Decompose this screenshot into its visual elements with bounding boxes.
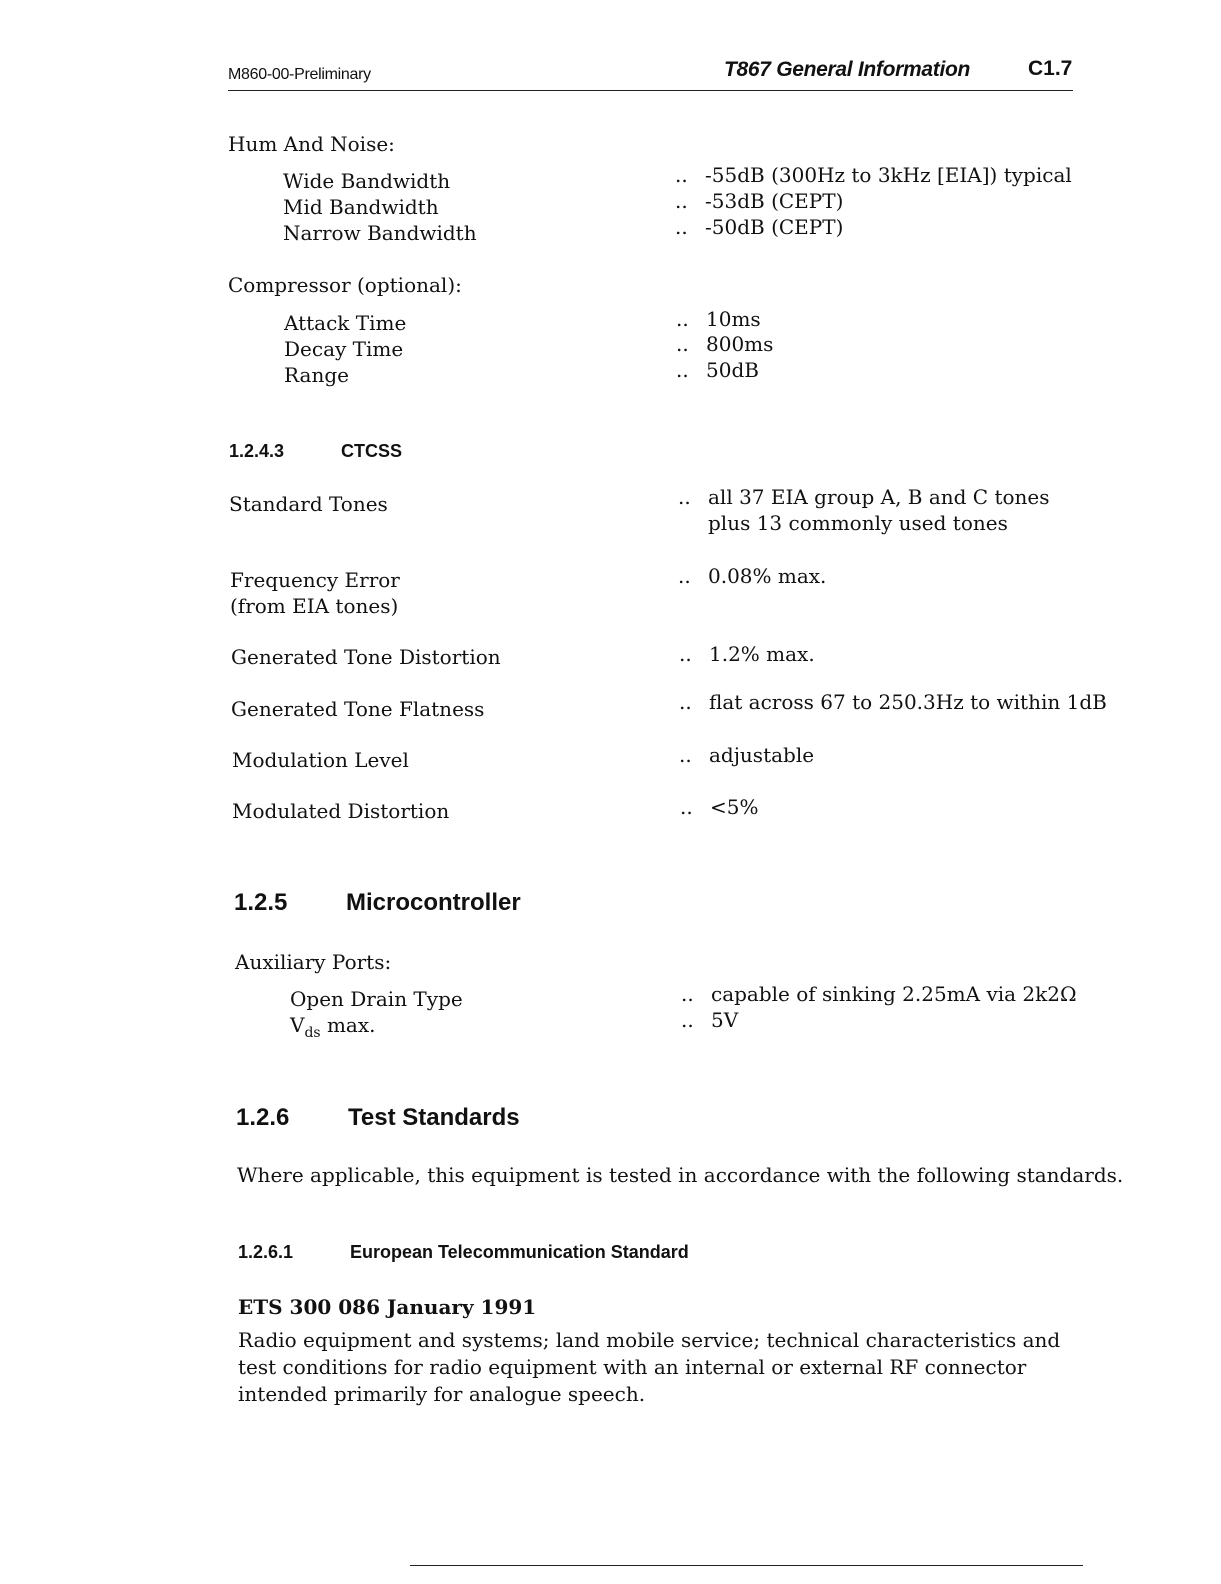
spec-value-continued: plus 13 commonly used tones xyxy=(708,511,1008,535)
spec-label: Frequency Error xyxy=(230,568,400,592)
spec-value: .. 5V xyxy=(711,1007,738,1033)
footer-rule xyxy=(410,1565,1083,1566)
compressor-heading: Compressor (optional): xyxy=(228,273,462,297)
document-id: M860-00-Preliminary xyxy=(228,66,371,83)
subsection-title: CTCSS xyxy=(341,441,403,461)
section-number: 1.2.5 xyxy=(234,889,288,916)
standard-title: ETS 300 086 January 1991 xyxy=(238,1295,537,1319)
spec-label: Open Drain Type xyxy=(290,987,463,1011)
spec-value: .. -50dB (CEPT) xyxy=(705,214,843,240)
standard-description: Radio equipment and systems; land mobile service; technical characteristics and test conditions for radio equipment with an internal or external RF connector intended primarily for analogue speech. xyxy=(238,1328,1061,1406)
section-title: Test Standards xyxy=(348,1104,520,1131)
spec-value: .. adjustable xyxy=(709,742,814,768)
spec-value: .. <5% xyxy=(710,794,759,820)
spec-value: .. 1.2% max. xyxy=(709,641,815,667)
subsection-number: 1.2.4.3 xyxy=(229,441,285,461)
subsection-title: European Telecommunication Standard xyxy=(350,1242,689,1262)
header-title: T867 General Information xyxy=(724,58,971,81)
spec-label: $V_{ds}$ max. xyxy=(290,1013,376,1041)
spec-label: Mid Bandwidth xyxy=(283,195,439,219)
spec-value: .. -55dB (300Hz to 3kHz [EIA]) typical xyxy=(705,162,1072,188)
spec-value: .. -53dB (CEPT) xyxy=(705,188,843,214)
spec-value: .. 800ms xyxy=(706,331,773,357)
spec-value: .. 10ms xyxy=(706,306,761,332)
hum-noise-heading: Hum And Noise: xyxy=(228,132,395,156)
spec-value: .. flat across 67 to 250.3Hz to within 1dB xyxy=(709,689,1107,715)
spec-label: Generated Tone Distortion xyxy=(231,645,501,669)
page-number: C1.7 xyxy=(1028,57,1073,80)
spec-value: .. all 37 EIA group A, B and C tones xyxy=(708,484,1050,510)
spec-value: .. 0.08% max. xyxy=(708,563,826,589)
header-rule xyxy=(228,90,1073,91)
spec-label: Narrow Bandwidth xyxy=(283,221,477,245)
spec-label: Modulated Distortion xyxy=(232,799,450,823)
spec-label: Modulation Level xyxy=(232,748,409,772)
spec-label: Generated Tone Flatness xyxy=(231,697,485,721)
spec-label: Range xyxy=(284,363,349,387)
spec-label: Attack Time xyxy=(284,311,407,335)
spec-label: Decay Time xyxy=(284,337,404,361)
section-number: 1.2.6 xyxy=(236,1104,290,1131)
section-title: Microcontroller xyxy=(346,889,521,916)
spec-value: .. capable of sinking 2.25mA via 2k2Ω xyxy=(711,981,1077,1007)
spec-value: .. 50dB xyxy=(706,357,759,383)
spec-label-continued: (from EIA tones) xyxy=(230,594,399,618)
ports-heading: Auxiliary Ports: xyxy=(235,950,392,974)
spec-label: Wide Bandwidth xyxy=(283,169,451,193)
intro-paragraph: Where applicable, this equipment is tested in accordance with the following standards. xyxy=(237,1163,1124,1187)
subsection-number: 1.2.6.1 xyxy=(238,1242,294,1262)
spec-label: Standard Tones xyxy=(229,492,388,516)
